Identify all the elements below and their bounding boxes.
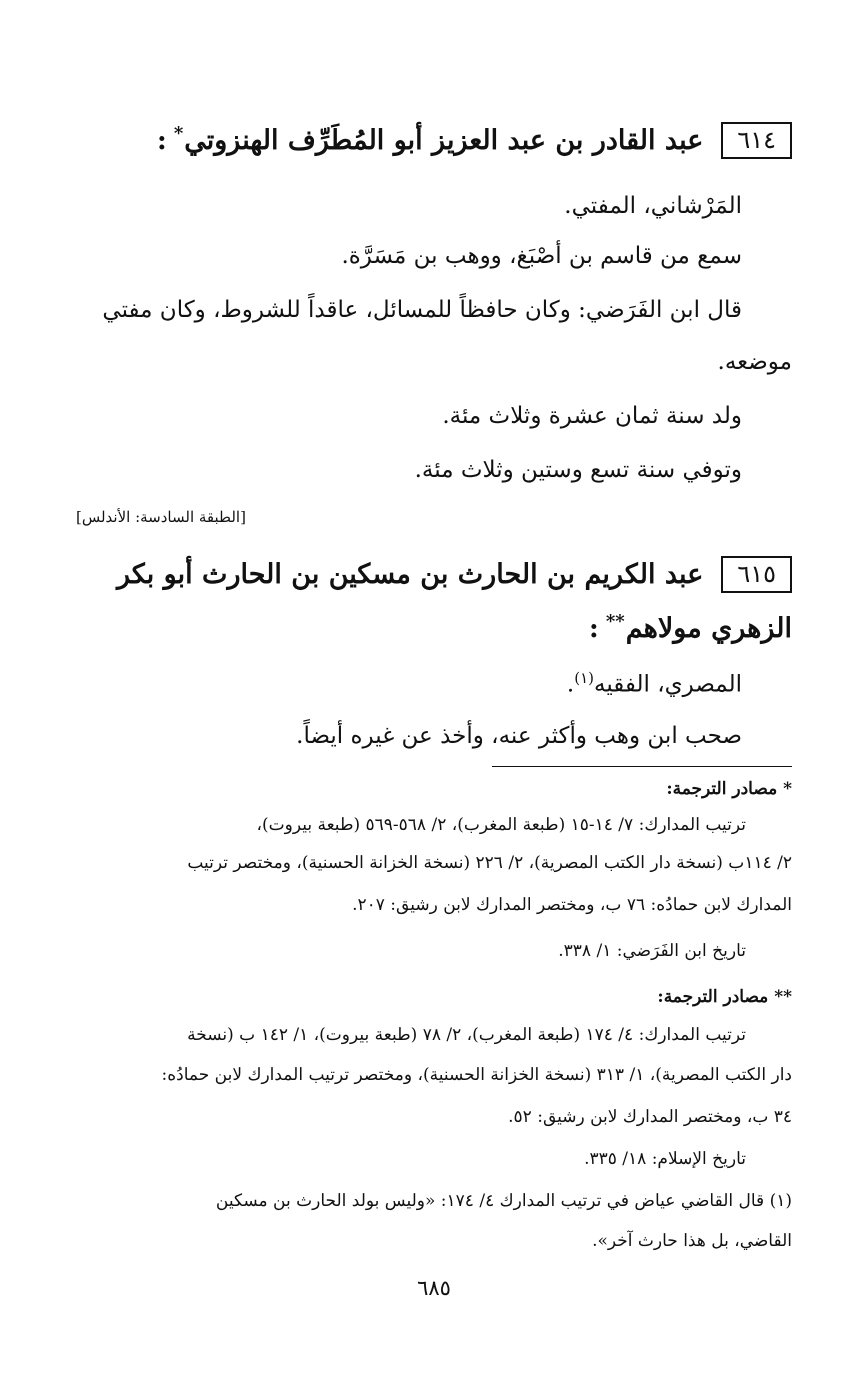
footnote-1-line-2: القاضي، بل هذا حارث آخر». [592,1231,792,1251]
sources-2-label-text: ** مصادر الترجمة: [657,987,792,1007]
entry-614-line-2: سمع من قاسم بن أصْبَغ، ووهب بن مَسَرَّة. [341,243,742,269]
entry-615-line-1-text: المصري، الفقيه [593,671,742,698]
entry-615-title-line-1: عبد الكريم بن الحارث بن مسكين بن الحارث أبو بكر [116,558,704,590]
sources-2-line-3: ٣٤ ب، ومختصر المدارك لابن رشيق: ٥٢. [508,1107,792,1127]
entry-614-heading [76,122,792,159]
sources-2-extra: تاريخ الإسلام: ١٨/ ٣٣٥. [584,1149,746,1169]
entry-614-line-4: موضعه. [717,349,792,375]
sources-2-line-1: ترتيب المدارك: ٤/ ١٧٤ (طبعة المغرب)، ٢/ ٧٨ (طبعة بيروت)، ١/ ١٤٢ ب (نسخة [187,1025,746,1045]
sources-1-label-text: * مصادر الترجمة: [666,779,792,799]
entry-614-star: * [173,123,184,145]
entry-615-colon: : [588,613,599,644]
entry-615-heading [76,556,792,593]
entry-615-star: ** [605,611,625,632]
entry-614-title-text: عبد القادر بن عبد العزيز أبو المُطَرِّف الهنزوتي [184,125,704,157]
page-number: ٦٨٥ [417,1276,451,1300]
entry-614-title [157,122,703,158]
entry-615-line-2: صحب ابن وهب وأكثر عنه، وأخذ عن غيره أيضاً. [296,723,742,749]
section-tag: [الطبقة السادسة: الأندلس] [76,508,246,526]
entry-614-colon: : [156,125,167,157]
entry-614-line-6: وتوفي سنة تسع وستين وثلاث مئة. [414,457,742,483]
sources-1-label [76,778,792,802]
sources-2-line-2: دار الكتب المصرية)، ١/ ٣١٣ (نسخة الخزانة الحسنية)، ومختصر ترتيب المدارك لابن حمادُه: [161,1065,792,1085]
sources-2-label [76,986,792,1010]
entry-615-title-line-2 [76,610,792,646]
book-page [76,0,792,1375]
entry-615-title-line-2-text: الزهري مولاهم [625,613,792,644]
entry-614-line-5: ولد سنة ثمان عشرة وثلاث مئة. [442,403,742,429]
entry-615-line-1-end: . [566,671,575,698]
entry-615-number: ٦١٥ [721,556,792,593]
sources-1-line-3: المدارك لابن حمادُه: ٧٦ ب، ومختصر المدارك لابن رشيق: ٢٠٧. [352,895,792,915]
entry-614-number: ٦١٤ [721,122,792,159]
entry-615-line-1 [76,668,742,701]
sources-1-extra: تاريخ ابن الفَرَضي: ١/ ٣٣٨. [558,941,746,961]
sources-1-line-1: ترتيب المدارك: ٧/ ١٤-١٥ (طبعة المغرب)، ٢/ ٥٦٨-٥٦٩ (طبعة بيروت)، [256,815,746,835]
footnote-1-line-1: (١) قال القاضي عياض في ترتيب المدارك ٤/ ١٧٤: «وليس بولد الحارث بن مسكين [215,1191,792,1211]
footnote-ref-1: (١) [574,669,594,687]
footnote-divider [492,766,792,767]
entry-614-line-3: قال ابن الفَرَضي: وكان حافظاً للمسائل، عاقداً للشروط، وكان مفتي [102,297,742,323]
entry-614-line-1: المَرْشاني، المفتي. [564,193,742,219]
sources-1-line-2: ٢/ ١١٤ب (نسخة دار الكتب المصرية)، ٢/ ٢٢٦ (نسخة الخزانة الحسنية)، ومختصر ترتيب [187,853,792,873]
